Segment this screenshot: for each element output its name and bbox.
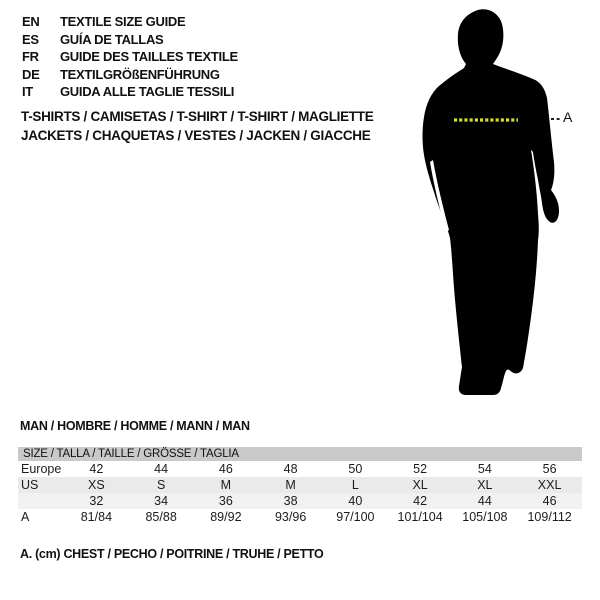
man-silhouette-figure: [400, 2, 600, 420]
size-cell: M: [220, 478, 232, 492]
size-cell: 54: [477, 462, 492, 476]
size-cell: 81/84: [80, 510, 113, 524]
language-code: ES: [22, 31, 39, 47]
language-row: [22, 31, 238, 49]
size-cell: 105/108: [462, 510, 508, 524]
size-cell: 44: [154, 462, 169, 476]
size-cell: 56: [542, 462, 557, 476]
size-cell: 109/112: [527, 510, 572, 524]
language-title: TEXTILGRÖßENFÜHRUNG: [60, 66, 220, 82]
size-table-row: [18, 509, 582, 525]
size-cell: M: [285, 478, 296, 492]
category-line: JACKETS / CHAQUETAS / VESTES / JACKEN / GIACCHE: [21, 127, 371, 143]
size-row-label: A: [21, 510, 30, 524]
size-cell: 93/96: [274, 510, 307, 524]
size-cell: XXL: [537, 478, 562, 492]
size-table: [18, 447, 582, 525]
size-table-row: [18, 493, 582, 509]
measurement-footnote: A. (cm) CHEST / PECHO / POITRINE / TRUHE / PETTO: [20, 547, 324, 561]
size-cell: XL: [412, 478, 428, 492]
size-table-body: [18, 461, 582, 525]
size-cell: 48: [283, 462, 298, 476]
size-table-row: [18, 477, 582, 493]
size-cell: 42: [413, 494, 428, 508]
size-cell: 36: [218, 494, 233, 508]
language-code: IT: [22, 84, 33, 100]
language-code: EN: [22, 14, 40, 30]
measurement-a-label: A: [563, 109, 573, 125]
size-cell: XS: [88, 478, 105, 492]
size-cell: 97/100: [336, 510, 375, 524]
size-table-header: SIZE / TALLA / TAILLE / GRÖSSE / TAGLIA: [18, 447, 582, 461]
size-cell: 40: [348, 494, 363, 508]
category-heading: [21, 108, 373, 145]
language-list: [22, 13, 238, 101]
size-cell: XL: [477, 478, 493, 492]
language-code: FR: [22, 49, 39, 65]
size-row-label: Europe: [21, 462, 62, 476]
size-table-row: [18, 461, 582, 477]
language-title: GUIDA ALLE TAGLIE TESSILI: [60, 84, 235, 100]
language-row: [22, 48, 238, 66]
size-cell: 52: [413, 462, 428, 476]
language-title: GUÍA DE TALLAS: [60, 31, 164, 47]
size-cell: 42: [89, 462, 104, 476]
size-cell: 46: [542, 494, 557, 508]
language-row: [22, 83, 238, 101]
size-cell: 32: [89, 494, 104, 508]
size-row-label: US: [21, 478, 39, 492]
size-cell: 38: [283, 494, 298, 508]
size-cell: 50: [348, 462, 363, 476]
size-cell: 44: [477, 494, 492, 508]
category-line: T-SHIRTS / CAMISETAS / T-SHIRT / T-SHIRT / MAGLIETTE: [21, 109, 374, 124]
body-silhouette-path: [423, 9, 560, 395]
size-cell: 89/92: [210, 510, 242, 524]
gender-heading: MAN / HOMBRE / HOMME / MANN / MAN: [20, 419, 250, 433]
size-cell: 34: [154, 494, 169, 508]
language-row: [22, 13, 238, 31]
language-title: TEXTILE SIZE GUIDE: [60, 14, 186, 30]
language-code: DE: [22, 66, 40, 82]
size-cell: S: [156, 478, 166, 492]
size-cell: 46: [218, 462, 233, 476]
language-row: [22, 66, 238, 84]
man-silhouette-svg: [400, 2, 600, 420]
size-cell: 101/104: [397, 510, 443, 524]
size-cell: 85/88: [145, 510, 177, 524]
size-cell: L: [351, 478, 359, 492]
language-title: GUIDE DES TAILLES TEXTILE: [60, 49, 238, 65]
